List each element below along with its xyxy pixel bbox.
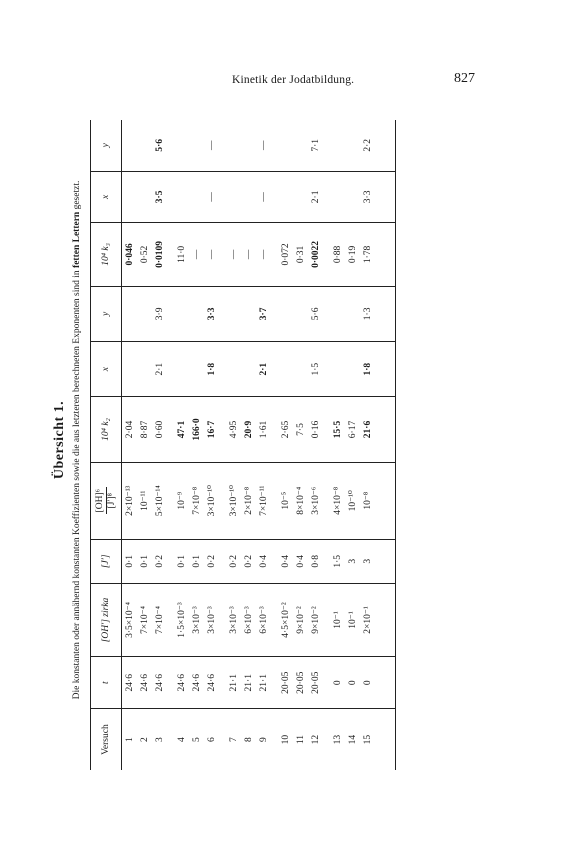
cell-k3: — [241, 223, 256, 287]
cell-j: 1·5 [330, 539, 345, 583]
group-gap [219, 120, 226, 770]
cell-t: 20·05 [278, 657, 293, 709]
cell-y1: 1·3 [360, 286, 375, 341]
cell-k3: — [226, 223, 241, 287]
cell-x2: 3·5 [152, 171, 167, 223]
cell-y2: — [204, 120, 219, 171]
cell-oh: 6×10⁻³ [241, 583, 256, 657]
cell-x2 [278, 171, 293, 223]
table-row [137, 120, 152, 770]
cell-x2 [293, 171, 308, 223]
cell-j: 3 [360, 539, 375, 583]
table-header-row [91, 120, 122, 770]
cell-k2: 20·9 [241, 397, 256, 462]
group-gap [271, 120, 278, 770]
table-row [122, 120, 138, 770]
cell-j: 0·1 [122, 539, 138, 583]
cell-r: 4×10⁻⁸ [330, 462, 345, 539]
cell-v: 8 [243, 737, 254, 742]
cell-y1 [226, 286, 241, 341]
cell-x2 [189, 171, 204, 223]
cell-oh: 9×10⁻² [308, 583, 323, 657]
cell-j: 0·8 [308, 539, 323, 583]
cell-k3: — [204, 223, 219, 287]
cell-k2: 4·95 [226, 397, 241, 462]
cell-r: 10⁻¹¹ [137, 462, 152, 539]
cell-x2: 3·3 [360, 171, 375, 223]
cell-t: 0 [330, 657, 345, 709]
cell-y2 [345, 120, 360, 171]
cell-j: 3 [345, 539, 360, 583]
cell-y2 [137, 120, 152, 171]
cell-x1 [137, 342, 152, 397]
cell-x1: 1·8 [204, 342, 219, 397]
cell-t: 21·1 [256, 657, 271, 709]
cell-k2: 0·60 [152, 397, 167, 462]
col-ratio: [OH]⁶ [J′]⁸ [91, 462, 122, 539]
table-caption: Die konstanten oder annähernd konstanten Koeffizienten sowie die aus letzteren berechneten Exponenten sind in fetten Lettern gesetzt. [72, 180, 82, 700]
cell-k3: 0·88 [330, 223, 345, 287]
cell-y1 [293, 286, 308, 341]
data-table [90, 120, 396, 770]
cell-t: 24·6 [174, 657, 189, 709]
cell-k3: 0·19 [345, 223, 360, 287]
table-row [204, 120, 219, 770]
cell-k3: 11·0 [174, 223, 189, 287]
cell-v: 12 [310, 734, 321, 745]
cell-v: 3 [154, 737, 165, 742]
cell-t: 20·05 [308, 657, 323, 709]
cell-oh: 1·5×10⁻³ [174, 583, 189, 657]
cell-v: 4 [176, 737, 187, 742]
rotated-table-block [52, 110, 522, 770]
cell-y1: 5·6 [308, 286, 323, 341]
cell-x1 [189, 342, 204, 397]
cell-x1: 1·5 [308, 342, 323, 397]
cell-x1 [241, 342, 256, 397]
cell-y2: 5·6 [152, 120, 167, 171]
cell-x2 [174, 171, 189, 223]
cell-k3: 0·046 [122, 223, 138, 287]
cell-oh: 10⁻¹ [330, 583, 345, 657]
cell-v: 15 [362, 734, 373, 745]
cell-r: 3×10⁻¹⁰ [226, 462, 241, 539]
cell-y1 [278, 286, 293, 341]
group-gap [323, 120, 330, 770]
cell-r: 10⁻⁵ [278, 462, 293, 539]
cell-j: 0·2 [241, 539, 256, 583]
cell-k3: 1·78 [360, 223, 375, 287]
cell-x1 [293, 342, 308, 397]
cell-k2: 2·04 [122, 397, 138, 462]
cell-v: 5 [191, 737, 202, 742]
cell-k3: 0·0109 [152, 223, 167, 287]
cell-y2: 2·2 [360, 120, 375, 171]
col-k3: 10⁴ k₃ [91, 223, 122, 287]
cell-t: 24·6 [189, 657, 204, 709]
cell-j: 0·2 [152, 539, 167, 583]
cell-r: 7×10⁻¹¹ [256, 462, 271, 539]
cell-j: 0·2 [204, 539, 219, 583]
table-row [278, 120, 293, 770]
table-row [189, 120, 204, 770]
cell-t: 21·1 [226, 657, 241, 709]
cell-k3: 0·0022 [308, 223, 323, 287]
cell-r: 2×10⁻⁸ [241, 462, 256, 539]
cell-r: 8×10⁻⁴ [293, 462, 308, 539]
cell-v: 10 [280, 734, 291, 745]
cell-y2 [241, 120, 256, 171]
cell-x1: 1·8 [360, 342, 375, 397]
cell-r: 3×10⁻⁶ [308, 462, 323, 539]
cell-r: 7×10⁻⁸ [189, 462, 204, 539]
cell-x1 [174, 342, 189, 397]
table-row [308, 120, 323, 770]
cell-j: 0·2 [226, 539, 241, 583]
cell-k2: 2·65 [278, 397, 293, 462]
cell-k2: 21·6 [360, 397, 375, 462]
cell-k3: — [256, 223, 271, 287]
cell-v: 13 [332, 734, 343, 745]
cell-y2 [226, 120, 241, 171]
col-x2: x [91, 171, 122, 223]
cell-oh: 3·5×10⁻⁴ [122, 583, 138, 657]
col-y2: y [91, 120, 122, 171]
col-oh: [OH′] zirka [91, 583, 122, 657]
cell-j: 0·4 [293, 539, 308, 583]
cell-k3: — [189, 223, 204, 287]
cell-k2: 7·5 [293, 397, 308, 462]
cell-oh: 9×10⁻² [293, 583, 308, 657]
cell-x2 [345, 171, 360, 223]
cell-v: 7 [228, 737, 239, 742]
cell-v: 9 [258, 737, 269, 742]
cell-v: 14 [347, 734, 358, 745]
cell-y2 [122, 120, 138, 171]
col-j: [J′] [91, 539, 122, 583]
col-y1: y [91, 286, 122, 341]
col-t: t [91, 657, 122, 709]
cell-t: 24·6 [204, 657, 219, 709]
cell-j: 0·4 [256, 539, 271, 583]
cell-x2: 2·1 [308, 171, 323, 223]
table-row [293, 120, 308, 770]
cell-t: 20·05 [293, 657, 308, 709]
cell-t: 24·6 [152, 657, 167, 709]
table-title: Übersicht 1. [52, 400, 67, 480]
cell-oh: 2×10⁻¹ [360, 583, 375, 657]
cell-y1: 3·7 [256, 286, 271, 341]
cell-y1 [330, 286, 345, 341]
cell-k2: 6·17 [345, 397, 360, 462]
cell-x1 [226, 342, 241, 397]
cell-r: 5×10⁻¹⁴ [152, 462, 167, 539]
cell-t: 24·6 [122, 657, 138, 709]
cell-oh: 7×10⁻⁴ [152, 583, 167, 657]
cell-y1: 3·3 [204, 286, 219, 341]
cell-x2 [122, 171, 138, 223]
running-title: Kinetik der Jodatbildung. [232, 74, 355, 86]
table-row [360, 120, 375, 770]
cell-j: 0·4 [278, 539, 293, 583]
table-row [345, 120, 360, 770]
cell-x2 [226, 171, 241, 223]
cell-y2 [174, 120, 189, 171]
col-k2: 10⁴ k₂ [91, 397, 122, 462]
cell-j: 0·1 [137, 539, 152, 583]
cell-y1 [122, 286, 138, 341]
table-bottom-rule [375, 120, 396, 770]
cell-k3: 0·31 [293, 223, 308, 287]
col-x1: x [91, 342, 122, 397]
cell-x2 [330, 171, 345, 223]
cell-r: 10⁻¹⁰ [345, 462, 360, 539]
cell-y1 [241, 286, 256, 341]
cell-k2: 1·61 [256, 397, 271, 462]
cell-k2: 47·1 [174, 397, 189, 462]
cell-r: 3×10⁻¹⁰ [204, 462, 219, 539]
cell-k2: 15·5 [330, 397, 345, 462]
group-gap [167, 120, 174, 770]
cell-v: 2 [139, 737, 150, 742]
cell-x1 [122, 342, 138, 397]
cell-v: 6 [206, 737, 217, 742]
cell-x1 [345, 342, 360, 397]
cell-y2 [293, 120, 308, 171]
cell-r: 2×10⁻¹³ [122, 462, 138, 539]
cell-y1 [137, 286, 152, 341]
cell-x1 [278, 342, 293, 397]
table-row [226, 120, 241, 770]
table-row [174, 120, 189, 770]
cell-t: 24·6 [137, 657, 152, 709]
cell-k2: 0·16 [308, 397, 323, 462]
cell-y2: — [256, 120, 271, 171]
cell-k3: 0·072 [278, 223, 293, 287]
cell-j: 0·1 [174, 539, 189, 583]
cell-v: 11 [295, 735, 306, 745]
cell-t: 21·1 [241, 657, 256, 709]
cell-x1 [330, 342, 345, 397]
cell-oh: 3×10⁻³ [204, 583, 219, 657]
cell-oh: 3×10⁻³ [226, 583, 241, 657]
cell-y2: 7·1 [308, 120, 323, 171]
col-versuch: Versuch [91, 709, 122, 770]
cell-oh: 6×10⁻³ [256, 583, 271, 657]
cell-x2: — [204, 171, 219, 223]
cell-y2 [189, 120, 204, 171]
cell-k2: 166·0 [189, 397, 204, 462]
cell-r: 10⁻⁹ [174, 462, 189, 539]
cell-k2: 16·7 [204, 397, 219, 462]
page-number: 827 [454, 71, 475, 86]
cell-oh: 4·5×10⁻² [278, 583, 293, 657]
cell-y1 [345, 286, 360, 341]
cell-oh: 10⁻¹ [345, 583, 360, 657]
cell-y1 [189, 286, 204, 341]
cell-x1: 2·1 [256, 342, 271, 397]
cell-k3: 0·52 [137, 223, 152, 287]
cell-k2: 8·87 [137, 397, 152, 462]
table-row [152, 120, 167, 770]
table-row [256, 120, 271, 770]
cell-j: 0·1 [189, 539, 204, 583]
cell-y1 [174, 286, 189, 341]
cell-oh: 3×10⁻³ [189, 583, 204, 657]
cell-t: 0 [360, 657, 375, 709]
running-header [0, 71, 576, 94]
table-row [330, 120, 345, 770]
cell-y2 [330, 120, 345, 171]
cell-v: 1 [124, 737, 135, 742]
cell-t: 0 [345, 657, 360, 709]
cell-oh: 7×10⁻⁴ [137, 583, 152, 657]
cell-r: 10⁻⁸ [360, 462, 375, 539]
cell-x2 [137, 171, 152, 223]
cell-x2 [241, 171, 256, 223]
table-row [241, 120, 256, 770]
cell-y1: 3·9 [152, 286, 167, 341]
cell-y2 [278, 120, 293, 171]
cell-x2: — [256, 171, 271, 223]
cell-x1: 2·1 [152, 342, 167, 397]
